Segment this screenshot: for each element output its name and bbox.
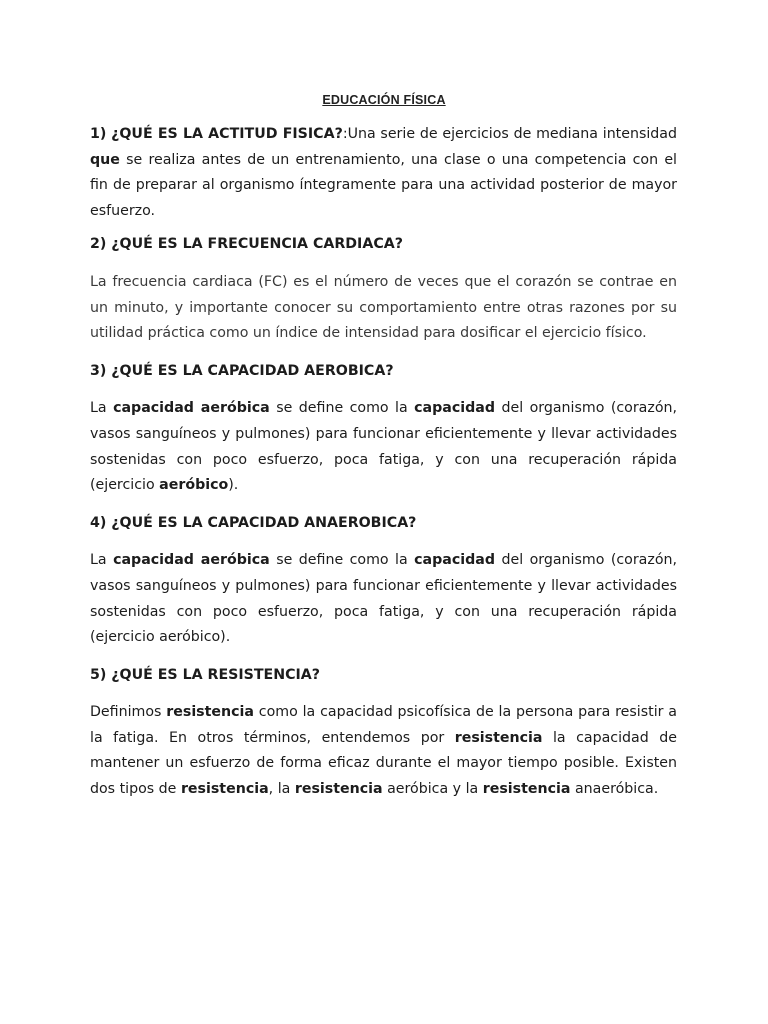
question-4-bold-2: capacidad	[414, 552, 496, 569]
document-title: EDUCACIÓN FÍSICA	[322, 93, 446, 107]
question-5-text-6: anaeróbica.	[570, 781, 659, 798]
question-5-bold-1: resistencia	[166, 704, 254, 721]
question-4-text-3: del organismo (corazón, vasos sanguíneos y pulmones) para funcionar eficientemente y llevar actividades sostenidas con poco esfuerzo, poca fatiga, y con una recuperación rápida (ejercicio aeróbico).	[90, 552, 677, 646]
question-1-answer-part2: se realiza antes de un entrenamiento, una clase o una competencia con el fin de preparar al organismo íntegramente para una actividad posterior de mayor esfuerzo.	[90, 151, 677, 219]
question-5-text-2: como la capacidad psicofísica de la persona para resistir a la fatiga. En otros términos, entendemos por	[90, 704, 677, 746]
question-5-text-5: aeróbica y la	[382, 781, 483, 798]
question-1-paragraph	[90, 122, 677, 224]
question-1-answer-part1: :Una serie de ejercicios de mediana intensidad	[342, 126, 678, 142]
question-3-text-1: La	[90, 400, 114, 417]
question-5-text-1: Definimos	[90, 704, 167, 721]
question-3-bold-3: aeróbico	[159, 477, 229, 494]
question-5-bold-2: resistencia	[454, 729, 543, 746]
question-4-text-1: La	[90, 552, 114, 569]
question-3-text-4: ).	[228, 477, 239, 494]
question-5-bold-5: resistencia	[482, 781, 571, 798]
question-5-text-4: , la	[268, 781, 295, 798]
question-5-text-3: la capacidad de mantener un esfuerzo de forma eficaz durante el mayor tiempo posible. Existen dos tipos de	[90, 729, 677, 798]
question-3-text-2: se define como la	[269, 400, 415, 417]
question-4-bold-1: capacidad aeróbica	[113, 552, 270, 569]
question-3-bold-1: capacidad aeróbica	[113, 400, 270, 417]
question-5-bold-3: resistencia	[180, 781, 269, 798]
question-2-answer: La frecuencia cardiaca (FC) es el número de veces que el corazón se contrae en un minuto, y importante conocer su comportamiento entre otras razones por su utilidad práctica como un índice de intensidad para dosificar el ejercicio físico.	[90, 273, 677, 342]
question-5-heading: 5) ¿QUÉ ES LA RESISTENCIA?	[90, 666, 321, 683]
question-3-bold-2: capacidad	[414, 400, 496, 417]
question-3-answer	[90, 396, 677, 498]
question-5-answer	[90, 700, 677, 802]
question-1-answer-bold: que	[90, 151, 120, 168]
question-1-number: 1)	[90, 126, 107, 142]
question-4-text-2: se define como la	[269, 552, 415, 569]
question-3-heading: 3) ¿QUÉ ES LA CAPACIDAD AEROBICA?	[90, 362, 394, 379]
question-1-heading: ¿QUÉ ES LA ACTITUD FISICA?	[111, 126, 343, 142]
question-4-heading: 4) ¿QUÉ ES LA CAPACIDAD ANAEROBICA?	[90, 514, 417, 531]
question-4-answer	[90, 548, 677, 650]
question-5-bold-4: resistencia	[294, 781, 383, 798]
question-2-heading: 2) ¿QUÉ ES LA FRECUENCIA CARDIACA?	[90, 236, 403, 253]
question-3-text-3: del organismo (corazón, vasos sanguíneos y pulmones) para funcionar eficientemente y llevar actividades sostenidas con poco esfuerzo, poca fatiga, y con una recuperación rápida (ejercicio	[90, 400, 677, 494]
document-body	[90, 122, 677, 815]
